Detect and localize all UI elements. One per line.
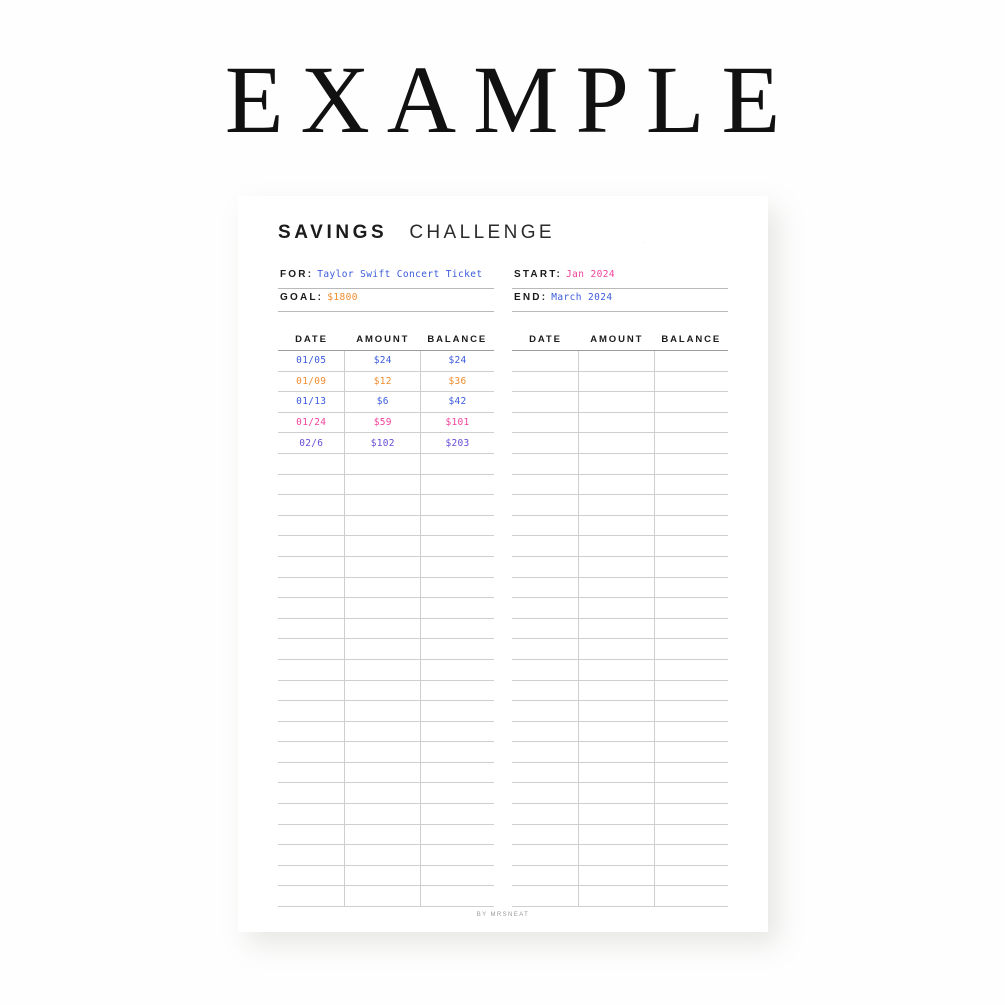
cell-empty[interactable] [655, 536, 728, 557]
table-row-empty[interactable] [512, 762, 728, 783]
cell-empty[interactable] [421, 495, 494, 516]
cell-empty[interactable] [278, 515, 345, 536]
cell-empty[interactable] [278, 536, 345, 557]
cell-empty[interactable] [655, 804, 728, 825]
cell-date[interactable]: 01/13 [278, 392, 345, 413]
table-row-empty[interactable] [512, 515, 728, 536]
table-row-empty[interactable] [512, 577, 728, 598]
cell-empty[interactable] [421, 865, 494, 886]
cell-empty[interactable] [512, 639, 579, 660]
example-watermark: EXAMPLE [224, 46, 798, 153]
cell-empty[interactable] [579, 659, 655, 680]
cell-empty[interactable] [655, 886, 728, 907]
table-row-empty[interactable] [512, 865, 728, 886]
table-row-empty[interactable] [278, 762, 494, 783]
table-row-empty[interactable] [278, 886, 494, 907]
table-row[interactable] [278, 392, 494, 413]
cell-empty[interactable] [345, 639, 421, 660]
cell-empty[interactable] [579, 762, 655, 783]
cell-empty[interactable] [345, 536, 421, 557]
table-row-empty[interactable] [512, 556, 728, 577]
table-row-empty[interactable] [512, 824, 728, 845]
cell-empty[interactable] [579, 412, 655, 433]
cell-empty[interactable] [345, 845, 421, 866]
cell-empty[interactable] [512, 721, 579, 742]
field-for-label: FOR: [280, 269, 314, 280]
cell-empty[interactable] [421, 577, 494, 598]
cell-empty[interactable] [345, 783, 421, 804]
cell-empty[interactable] [655, 659, 728, 680]
cell-empty[interactable] [655, 639, 728, 660]
cell-empty[interactable] [512, 433, 579, 454]
cell-empty[interactable] [579, 474, 655, 495]
table-row-empty[interactable] [278, 824, 494, 845]
cell-empty[interactable] [278, 804, 345, 825]
table-row-empty[interactable] [512, 659, 728, 680]
cell-empty[interactable] [278, 577, 345, 598]
cell-amount[interactable]: $102 [345, 433, 421, 454]
cell-empty[interactable] [512, 680, 579, 701]
cell-empty[interactable] [345, 804, 421, 825]
cell-empty[interactable] [278, 598, 345, 619]
cell-empty[interactable] [278, 495, 345, 516]
page-title [278, 222, 728, 244]
cell-empty[interactable] [345, 680, 421, 701]
table-row[interactable] [278, 351, 494, 372]
cell-empty[interactable] [655, 351, 728, 372]
table-row-empty[interactable] [512, 701, 728, 722]
table-row-empty[interactable] [512, 680, 728, 701]
cell-empty[interactable] [579, 515, 655, 536]
table-row-empty[interactable] [512, 412, 728, 433]
cell-empty[interactable] [512, 577, 579, 598]
cell-amount[interactable]: $12 [345, 371, 421, 392]
cell-empty[interactable] [579, 433, 655, 454]
table-row-empty[interactable] [512, 433, 728, 454]
cell-empty[interactable] [655, 721, 728, 742]
cell-empty[interactable] [579, 556, 655, 577]
table-row-empty[interactable] [512, 618, 728, 639]
table-row-empty[interactable] [512, 721, 728, 742]
cell-empty[interactable] [512, 618, 579, 639]
cell-empty[interactable] [345, 618, 421, 639]
cell-empty[interactable] [655, 495, 728, 516]
cell-empty[interactable] [421, 783, 494, 804]
ledger-tables [278, 334, 728, 907]
table-header-row [278, 334, 494, 351]
cell-empty[interactable] [345, 556, 421, 577]
table-row[interactable] [278, 433, 494, 454]
table-row-empty[interactable] [278, 701, 494, 722]
cell-empty[interactable] [512, 824, 579, 845]
cell-empty[interactable] [512, 495, 579, 516]
cell-empty[interactable] [512, 845, 579, 866]
field-goal-value: $1800 [327, 292, 358, 303]
cell-empty[interactable] [345, 721, 421, 742]
cell-empty[interactable] [278, 886, 345, 907]
cell-empty[interactable] [421, 742, 494, 763]
field-end[interactable] [512, 289, 728, 312]
cell-empty[interactable] [655, 618, 728, 639]
cell-empty[interactable] [421, 701, 494, 722]
cell-empty[interactable] [579, 701, 655, 722]
col-balance: BALANCE [421, 334, 494, 351]
cell-empty[interactable] [345, 865, 421, 886]
cell-empty[interactable] [345, 742, 421, 763]
cell-date[interactable]: 01/24 [278, 412, 345, 433]
cell-empty[interactable] [655, 865, 728, 886]
cell-empty[interactable] [512, 453, 579, 474]
cell-empty[interactable] [421, 474, 494, 495]
cell-empty[interactable] [512, 536, 579, 557]
table-row-empty[interactable] [512, 371, 728, 392]
table-row-empty[interactable] [278, 680, 494, 701]
table-row-empty[interactable] [278, 659, 494, 680]
sheet-footer: BY MRSNEAT [476, 912, 530, 918]
table-row-empty[interactable] [278, 639, 494, 660]
field-goal-label: GOAL: [280, 292, 324, 303]
cell-empty[interactable] [278, 721, 345, 742]
table-row-empty[interactable] [278, 474, 494, 495]
cell-empty[interactable] [278, 845, 345, 866]
cell-empty[interactable] [345, 577, 421, 598]
cell-date[interactable]: 01/09 [278, 371, 345, 392]
col-date: DATE [278, 334, 345, 351]
table-row[interactable] [278, 412, 494, 433]
cell-empty[interactable] [579, 783, 655, 804]
cell-empty[interactable] [579, 721, 655, 742]
field-for-value: Taylor Swift Concert Ticket [317, 269, 483, 280]
cell-empty[interactable] [421, 639, 494, 660]
cell-empty[interactable] [345, 701, 421, 722]
cell-empty[interactable] [421, 556, 494, 577]
table-row-empty[interactable] [278, 495, 494, 516]
cell-empty[interactable] [421, 824, 494, 845]
cell-balance[interactable]: $24 [421, 351, 494, 372]
table-row-empty[interactable] [278, 453, 494, 474]
table-row-empty[interactable] [278, 598, 494, 619]
cell-empty[interactable] [278, 865, 345, 886]
cell-empty[interactable] [579, 845, 655, 866]
cell-empty[interactable] [345, 453, 421, 474]
cell-empty[interactable] [579, 495, 655, 516]
cell-empty[interactable] [579, 680, 655, 701]
col-amount: AMOUNT [579, 334, 655, 351]
field-start-value: Jan 2024 [566, 269, 615, 280]
cell-empty[interactable] [579, 742, 655, 763]
cell-empty[interactable] [278, 824, 345, 845]
cell-empty[interactable] [579, 824, 655, 845]
table-row-empty[interactable] [278, 721, 494, 742]
cell-empty[interactable] [579, 453, 655, 474]
table-row-empty[interactable] [512, 742, 728, 763]
table-row[interactable] [278, 371, 494, 392]
field-goal[interactable] [278, 289, 494, 312]
cell-empty[interactable] [579, 536, 655, 557]
cell-empty[interactable] [421, 536, 494, 557]
cell-empty[interactable] [278, 453, 345, 474]
table-row-empty[interactable] [512, 392, 728, 413]
cell-empty[interactable] [278, 474, 345, 495]
cell-empty[interactable] [421, 453, 494, 474]
cell-empty[interactable] [655, 433, 728, 454]
cell-empty[interactable] [345, 515, 421, 536]
table-row-empty[interactable] [512, 845, 728, 866]
cell-empty[interactable] [421, 618, 494, 639]
cell-empty[interactable] [655, 742, 728, 763]
cell-empty[interactable] [345, 659, 421, 680]
cell-empty[interactable] [579, 865, 655, 886]
cell-empty[interactable] [421, 721, 494, 742]
cell-empty[interactable] [512, 701, 579, 722]
cell-empty[interactable] [655, 515, 728, 536]
cell-empty[interactable] [278, 680, 345, 701]
cell-empty[interactable] [512, 351, 579, 372]
cell-empty[interactable] [278, 701, 345, 722]
cell-empty[interactable] [421, 659, 494, 680]
cell-empty[interactable] [655, 824, 728, 845]
table-row-empty[interactable] [278, 577, 494, 598]
title-challenge: CHALLENGE [409, 222, 556, 243]
table-header-row [512, 334, 728, 351]
cell-empty[interactable] [278, 618, 345, 639]
cell-empty[interactable] [655, 577, 728, 598]
cell-balance[interactable]: $42 [421, 392, 494, 413]
cell-empty[interactable] [512, 886, 579, 907]
table-row-empty[interactable] [512, 453, 728, 474]
table-row-empty[interactable] [512, 495, 728, 516]
field-start-label: START: [514, 269, 563, 280]
table-row-empty[interactable] [278, 804, 494, 825]
table-row-empty[interactable] [512, 639, 728, 660]
cell-empty[interactable] [655, 783, 728, 804]
cell-empty[interactable] [512, 659, 579, 680]
table-row-empty[interactable] [278, 865, 494, 886]
cell-empty[interactable] [512, 742, 579, 763]
table-row-empty[interactable] [512, 598, 728, 619]
cell-empty[interactable] [512, 515, 579, 536]
field-for[interactable] [278, 266, 494, 289]
table-row-empty[interactable] [278, 783, 494, 804]
table-row-empty[interactable] [278, 556, 494, 577]
field-start[interactable] [512, 266, 728, 289]
cell-empty[interactable] [278, 556, 345, 577]
table-row-empty[interactable] [512, 783, 728, 804]
table-row-empty[interactable] [512, 804, 728, 825]
col-balance: BALANCE [655, 334, 728, 351]
cell-empty[interactable] [655, 701, 728, 722]
cell-date[interactable]: 02/6 [278, 433, 345, 454]
table-row-empty[interactable] [278, 515, 494, 536]
cell-empty[interactable] [512, 371, 579, 392]
table-row-empty[interactable] [512, 536, 728, 557]
cell-empty[interactable] [579, 577, 655, 598]
cell-empty[interactable] [512, 412, 579, 433]
col-amount: AMOUNT [345, 334, 421, 351]
cell-empty[interactable] [512, 783, 579, 804]
cell-empty[interactable] [278, 762, 345, 783]
table-row-empty[interactable] [278, 742, 494, 763]
cell-empty[interactable] [512, 865, 579, 886]
cell-empty[interactable] [655, 412, 728, 433]
cell-empty[interactable] [579, 886, 655, 907]
cell-empty[interactable] [278, 659, 345, 680]
cell-empty[interactable] [655, 680, 728, 701]
cell-empty[interactable] [512, 598, 579, 619]
cell-empty[interactable] [421, 515, 494, 536]
field-end-label: END: [514, 292, 548, 303]
cell-empty[interactable] [655, 474, 728, 495]
field-end-value: March 2024 [551, 292, 613, 303]
cell-empty[interactable] [345, 495, 421, 516]
cell-empty[interactable] [278, 742, 345, 763]
cell-empty[interactable] [512, 474, 579, 495]
cell-empty[interactable] [345, 762, 421, 783]
cell-empty[interactable] [512, 762, 579, 783]
cell-empty[interactable] [278, 783, 345, 804]
col-date: DATE [512, 334, 579, 351]
table-row-empty[interactable] [512, 474, 728, 495]
table-row-empty[interactable] [278, 845, 494, 866]
ledger-table-left [278, 334, 494, 907]
cell-empty[interactable] [421, 762, 494, 783]
cell-empty[interactable] [579, 392, 655, 413]
cell-empty[interactable] [579, 598, 655, 619]
cell-empty[interactable] [655, 453, 728, 474]
table-row-empty[interactable] [512, 886, 728, 907]
cell-empty[interactable] [512, 556, 579, 577]
cell-empty[interactable] [579, 639, 655, 660]
cell-empty[interactable] [655, 556, 728, 577]
cell-empty[interactable] [345, 886, 421, 907]
cell-empty[interactable] [345, 598, 421, 619]
corner-mark: · [642, 239, 645, 246]
savings-challenge-sheet [238, 196, 768, 932]
ledger-table-right [512, 334, 728, 907]
table-row-empty[interactable] [512, 351, 728, 372]
cell-empty[interactable] [655, 598, 728, 619]
cell-empty[interactable] [655, 371, 728, 392]
title-savings: SAVINGS [278, 222, 388, 243]
cell-empty[interactable] [512, 392, 579, 413]
table-row-empty[interactable] [278, 536, 494, 557]
cell-empty[interactable] [655, 845, 728, 866]
cell-empty[interactable] [421, 598, 494, 619]
cell-empty[interactable] [345, 824, 421, 845]
cell-empty[interactable] [579, 804, 655, 825]
cell-empty[interactable] [421, 680, 494, 701]
cell-empty[interactable] [579, 351, 655, 372]
cell-amount[interactable]: $6 [345, 392, 421, 413]
cell-amount[interactable]: $24 [345, 351, 421, 372]
cell-balance[interactable]: $36 [421, 371, 494, 392]
table-row-empty[interactable] [278, 618, 494, 639]
meta-fields [278, 266, 728, 312]
cell-empty[interactable] [345, 474, 421, 495]
cell-empty[interactable] [421, 886, 494, 907]
cell-empty[interactable] [579, 371, 655, 392]
cell-empty[interactable] [421, 845, 494, 866]
cell-amount[interactable]: $59 [345, 412, 421, 433]
cell-date[interactable]: 01/05 [278, 351, 345, 372]
cell-empty[interactable] [655, 392, 728, 413]
cell-empty[interactable] [655, 762, 728, 783]
cell-balance[interactable]: $203 [421, 433, 494, 454]
cell-empty[interactable] [579, 618, 655, 639]
cell-empty[interactable] [421, 804, 494, 825]
cell-balance[interactable]: $101 [421, 412, 494, 433]
cell-empty[interactable] [512, 804, 579, 825]
cell-empty[interactable] [278, 639, 345, 660]
